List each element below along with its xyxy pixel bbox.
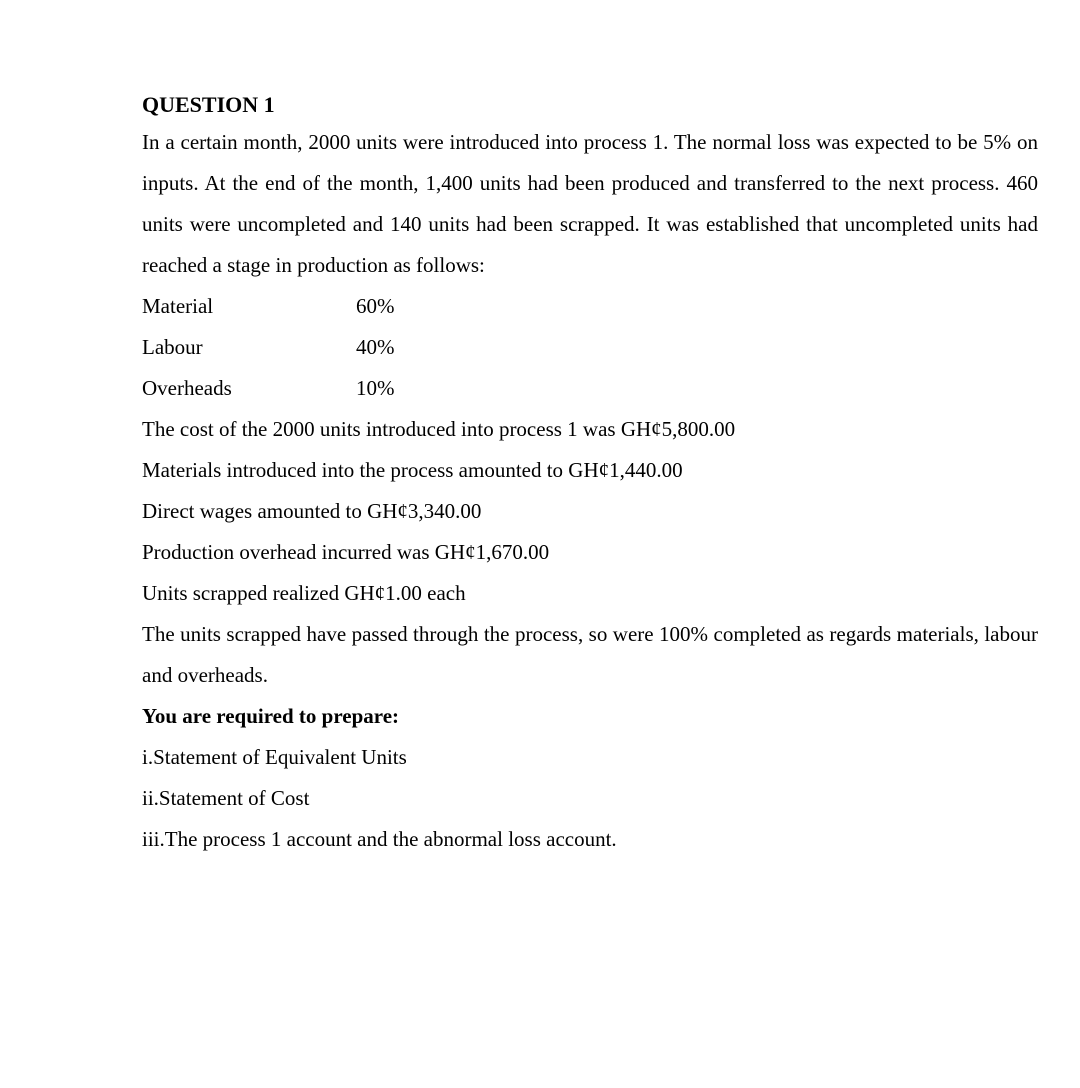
scrap-note: The units scrapped have passed through the process, so were 100% completed as regards materials, labour and overheads. bbox=[142, 622, 1038, 687]
stage-percent: 60% bbox=[356, 294, 395, 318]
stage-row-material bbox=[142, 286, 1038, 327]
stage-label: Overheads bbox=[142, 376, 232, 400]
fact-direct-wages: Direct wages amounted to GH¢3,340.00 bbox=[142, 499, 482, 523]
question-document bbox=[142, 88, 1038, 860]
requirement-item: iii.The process 1 account and the abnormal loss account. bbox=[142, 827, 617, 851]
stage-row-overheads bbox=[142, 368, 1038, 409]
stage-label: Material bbox=[142, 294, 214, 318]
fact-scrap-value: Units scrapped realized GH¢1.00 each bbox=[142, 581, 466, 605]
requirement-item: i.Statement of Equivalent Units bbox=[142, 745, 407, 769]
stage-percent: 40% bbox=[356, 335, 395, 359]
requirement-item: ii.Statement of Cost bbox=[142, 786, 310, 810]
fact-cost-of-units: The cost of the 2000 units introduced into process 1 was GH¢5,800.00 bbox=[142, 417, 736, 441]
stage-row-labour bbox=[142, 327, 1038, 368]
question-intro: In a certain month, 2000 units were introduced into process 1. The normal loss was expected to be 5% on inputs. At the end of the month, 1,400 units had been produced and transferred to the next process. 460 units were uncompleted and 140 units had been scrapped. It was established that uncompleted units had reached a stage in production as follows: bbox=[142, 130, 1038, 277]
fact-production-overhead: Production overhead incurred was GH¢1,670.00 bbox=[142, 540, 550, 564]
question-title: QUESTION 1 bbox=[142, 92, 275, 117]
stage-percent: 10% bbox=[356, 376, 395, 400]
stage-label: Labour bbox=[142, 335, 203, 359]
fact-materials: Materials introduced into the process amounted to GH¢1,440.00 bbox=[142, 458, 683, 482]
required-heading: You are required to prepare: bbox=[142, 704, 400, 728]
